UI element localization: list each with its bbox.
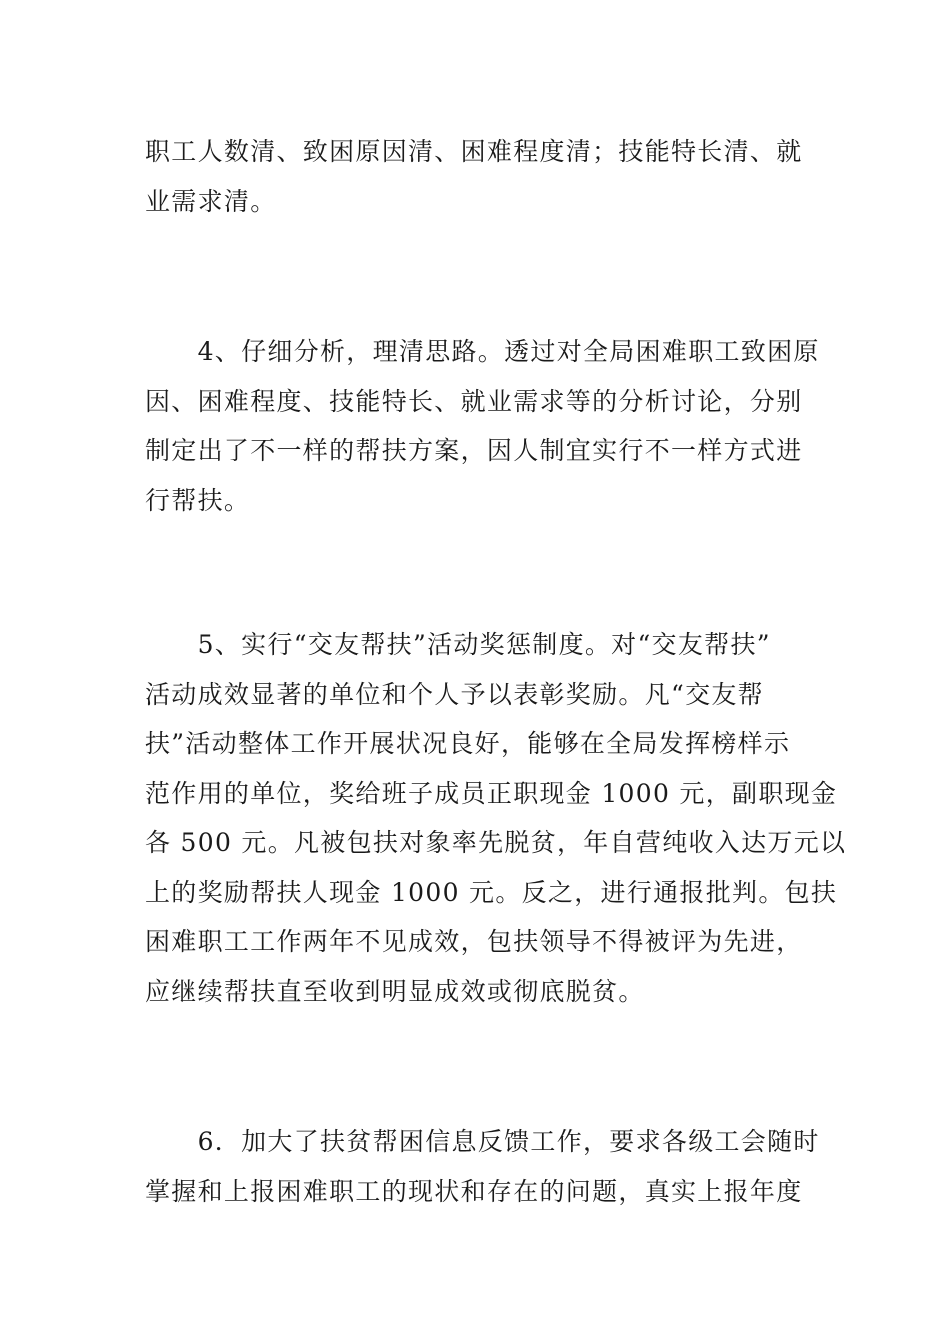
text-line: 因、困难程度、技能特长、就业需求等的分析讨论，分别 [145, 386, 803, 416]
paragraph-1 [145, 127, 807, 226]
text-line: 业需求清。 [145, 186, 277, 216]
text-line: 范作用的单位，奖给班子成员正职现金 1000 元，副职现金 [145, 778, 838, 808]
text-line: 职工人数清、致困原因清、困难程度清；技能特长清、就 [145, 137, 803, 166]
text-line: 活动成效显著的单位和个人予以表彰奖励。凡“交友帮 [145, 679, 764, 709]
text-line: 扶”活动整体工作开展状况良好，能够在全局发挥榜样示 [145, 729, 791, 758]
text-line: 5、实行“交友帮扶”活动奖惩制度。对“交友帮扶” [145, 630, 771, 659]
text-line: 应继续帮扶直至收到明显成效或彻底脱贫。 [145, 976, 645, 1006]
text-line: 4、仔细分析，理清思路。透过对全局困难职工致困原 [145, 337, 820, 366]
text-line: 制定出了不一样的帮扶方案，因人制宜实行不一样方式进 [145, 436, 803, 465]
text-line: 掌握和上报困难职工的现状和存在的问题，真实上报年度 [145, 1176, 803, 1206]
text-line: 上的奖励帮扶人现金 1000 元。反之，进行通报批判。包扶 [145, 877, 838, 907]
paragraph-3 [145, 620, 847, 1016]
text-line: 行帮扶。 [145, 485, 251, 515]
text-line: 各 500 元。凡被包扶对象率先脱贫，年自营纯收入达万元以 [145, 828, 847, 857]
text-line: 6．加大了扶贫帮困信息反馈工作，要求各级工会随时 [145, 1127, 820, 1156]
paragraph-4 [145, 1117, 820, 1216]
text-line: 困难职工工作两年不见成效，包扶领导不得被评为先进， [145, 927, 803, 956]
paragraph-2 [145, 327, 820, 525]
